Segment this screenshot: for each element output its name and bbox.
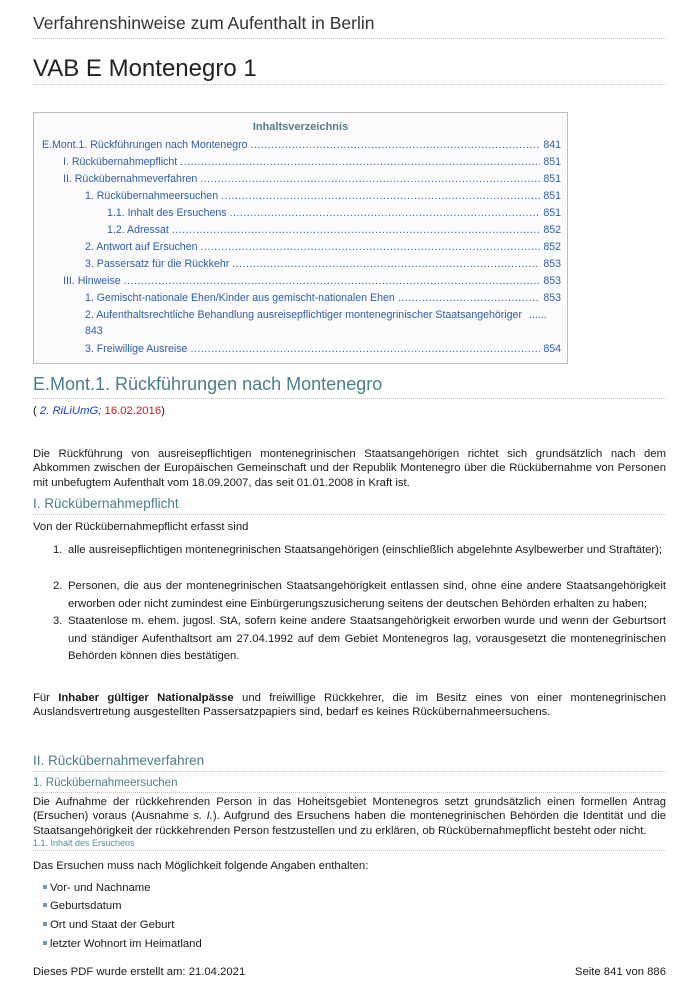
site-title: Verfahrenshinweise zum Aufenthalt in Berlin (33, 13, 375, 33)
section-heading: II. Rückübernahmeverfahren (33, 753, 205, 768)
ref-date: 16.02.2016 (101, 405, 162, 417)
divider (33, 771, 666, 772)
paragraph-italic: s. I. (193, 810, 213, 823)
toc-entry-label: 1. Rückübernahmeersuchen (85, 190, 219, 202)
divider (33, 84, 666, 85)
subsection-heading: 1. Rückübernahmeersuchen (33, 777, 178, 789)
toc-entry[interactable] (63, 275, 561, 287)
bullet-item (43, 938, 202, 950)
footer-created: Dieses PDF wurde erstellt am: 21.04.2021 (33, 966, 246, 978)
list-item-text: Personen, die aus der montenegrinischen Staatsangehörigkeit entlassen sind, ohne eine andere Staatsangehörigkeit erworben oder nicht zumindest eine Einbürgerungszusicherung seitens der deutschen Behörden erhalten zu haben; (68, 580, 666, 610)
toc-entry-label: II. Rückübernahmeverfahren (63, 173, 198, 185)
toc-entry[interactable] (107, 207, 561, 219)
bullet-icon (43, 922, 47, 926)
toc-entry-page: 852 (543, 241, 561, 253)
toc-entry-dots: ...... (528, 309, 547, 321)
toc-entry-label: 2. Aufenthaltsrechtliche Behandlung ausreisepflichtiger montenegrinischer Staatsangehöriger (85, 309, 522, 321)
toc-entry[interactable] (42, 139, 561, 151)
toc-entry-page: 851 (543, 190, 561, 202)
subsubsection-heading: 1.1. Inhalt des Ersuchens (33, 838, 135, 848)
toc-entry-label: 2. Antwort auf Ersuchen (85, 241, 198, 253)
bullet-text: letzter Wohnort im Heimatland (50, 938, 202, 950)
toc-entry[interactable] (85, 258, 561, 270)
toc-entry-label: 1.1. Inhalt des Ersuchens (107, 207, 227, 219)
toc-entry[interactable] (107, 224, 561, 236)
note-text: Für (33, 692, 59, 704)
page-title: VAB E Montenegro 1 (33, 55, 257, 82)
divider (33, 514, 666, 515)
bullet-text: Ort und Staat der Geburt (50, 919, 175, 931)
toc-entry-page: 853 (543, 258, 561, 270)
toc-entry-page: 853 (543, 275, 561, 287)
toc-entry-page: 851 (543, 173, 561, 185)
note-text: und freiwillige Rückkehrer, die im Besitz eines von einer montenegrinischen Auslandsvertretung ausgestellten Passersatzpapiers sind, bedarf es keines Rückübernahmeersuchens. (33, 692, 666, 719)
list-item-number: 3. (53, 615, 63, 627)
source-reference (33, 405, 165, 417)
toc-entry[interactable] (63, 173, 561, 185)
bullet-item (43, 900, 122, 912)
list-lead: Das Ersuchen muss nach Möglichkeit folgende Angaben enthalten: (33, 860, 369, 872)
subsection-paragraph (33, 795, 666, 838)
toc-entry-label: I. Rückübernahmepflicht (63, 156, 178, 168)
toc-entry[interactable] (63, 156, 561, 168)
toc-entry-label: 3. Passersatz für die Rückkehr (85, 258, 230, 270)
toc-entry-page: 853 (543, 292, 561, 304)
divider (33, 850, 666, 851)
toc-entry-page: 854 (543, 343, 561, 355)
bullet-text: Vor- und Nachname (50, 882, 151, 894)
toc-entry-label: 1.2. Adressat (107, 224, 169, 236)
ref-bracket: ) (161, 405, 165, 417)
list-item-number: 2. (53, 580, 63, 592)
paragraph-text: Die Aufnahme der rückkehrenden Person in das Hoheitsgebiet Montenegros setzt grundsätzlich einen formellen Antrag (Ersuchen) voraus (Ausnahme (33, 796, 666, 823)
toc-entry-page: 851 (543, 156, 561, 168)
ref-bracket: ( (33, 405, 40, 417)
law-reference-link[interactable]: 2. RiLiUmG; (39, 405, 102, 417)
toc-entry-page: 851 (543, 207, 561, 219)
toc-entry-label: E.Mont.1. Rückführungen nach Montenegro (42, 139, 248, 151)
bullet-text: Geburtsdatum (50, 900, 122, 912)
toc-entry[interactable] (85, 307, 561, 339)
list-item-number: 1. (53, 544, 63, 556)
toc-title: Inhaltsverzeichnis (252, 121, 349, 133)
list-item-text: Staatenlose m. ehem. jugosl. StA, sofern keine andere Staatsangehörigkeit erworben wurde und wenn der Geburtsort und ständiger Aufenthaltsort am 27.04.1992 auf dem Gebiet Montenegros lag, vorausgesetzt die montenegrinischen Behörden können dies bestätigen. (68, 615, 666, 663)
note-paragraph (33, 691, 666, 720)
section-heading: I. Rückübernahmepflicht (33, 496, 179, 511)
section-heading: E.Mont.1. Rückführungen nach Montenegro (33, 374, 383, 394)
divider (33, 792, 666, 793)
paragraph-text: ). Aufgrund des Ersuchens haben die montenegrinischen Behörden die Identität und die Staatsangehörigkeit der rückkehrenden Person festzustellen und zu erklären, ob Rückübernahmepflicht besteht oder nicht. (33, 810, 667, 837)
toc-entry-page: 841 (543, 139, 561, 151)
toc-entry-label: 1. Gemischt-nationale Ehen/Kinder aus gemischt-nationalen Ehen (85, 292, 395, 304)
table-of-contents (33, 112, 568, 364)
bullet-icon (43, 885, 47, 889)
toc-entry-page: 852 (543, 224, 561, 236)
toc-entry[interactable] (85, 190, 561, 202)
bullet-item (43, 882, 150, 894)
toc-entry[interactable] (85, 343, 561, 355)
toc-entry[interactable] (85, 241, 561, 253)
toc-entry-page: 843 (85, 325, 103, 337)
divider (33, 38, 666, 39)
footer-page-number: Seite 841 von 886 (574, 966, 666, 978)
note-bold: Inhaber gültiger Nationalpässe (58, 692, 234, 704)
divider (33, 398, 666, 399)
bullet-icon (43, 903, 47, 907)
list-item-text: alle ausreisepflichtigen montenegrinischen Staatsangehörigen (einschließlich abgelehnte Asylbewerber und Straftäter); (68, 544, 663, 556)
list-lead: Von der Rückübernahmepflicht erfasst sind (33, 521, 249, 533)
toc-entry-label: 3. Freiwillige Ausreise (85, 343, 188, 355)
bullet-item (43, 919, 174, 931)
toc-entry-label: III. Hinweise (63, 275, 121, 287)
toc-entry[interactable] (85, 292, 561, 304)
bullet-icon (43, 941, 47, 945)
intro-paragraph: Die Rückführung von ausreisepflichtigen montenegrinischen Staatsangehörigen richtet sich grundsätzlich nach dem Abkommen zwischen der Europäischen Gemeinschaft und der Republik Montenegro über die Rückübernahme von Personen mit unbefugtem Aufenthalt vom 18.09.2007, das seit 01.01.2008 in Kraft ist. (33, 448, 666, 489)
